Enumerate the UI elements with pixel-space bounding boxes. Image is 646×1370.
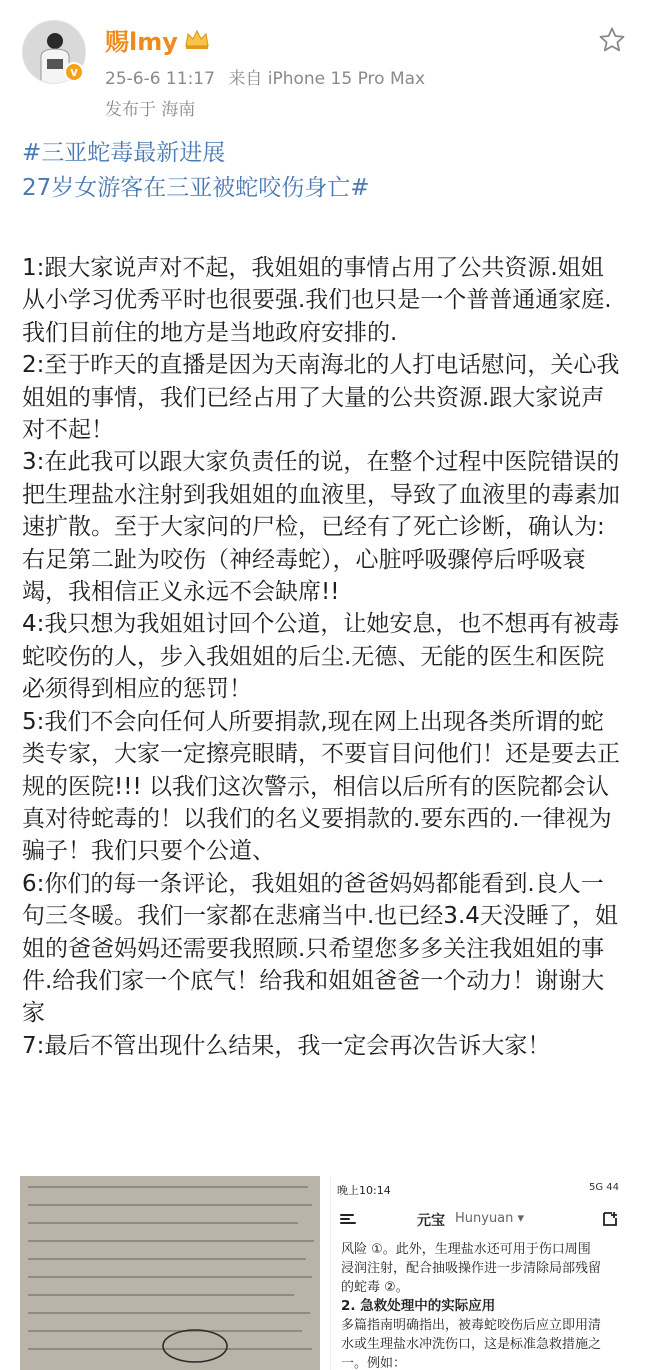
post-header <box>0 0 646 125</box>
post-body <box>22 252 626 1062</box>
document-text-line <box>28 1204 312 1206</box>
chat-line: 一。例如： <box>341 1356 407 1370</box>
pen-circle-mark-icon <box>160 1326 230 1366</box>
document-text-line <box>28 1294 294 1296</box>
post-paragraph: 4:我只想为我姐姐讨回个公道，让她安息，也不想再有被毒蛇咬伤的人，步入我姐姐的后尘.无德、无能的医生和医院必须得到相应的惩罚！ <box>22 611 620 703</box>
post-paragraph: 6:你们的每一条评论，我姐姐的爸爸妈妈都能看到.良人一句三冬暖。我们一家都在悲痛当中.也已经3.4天没睡了，姐姐的爸爸妈妈还需要我照顾.只希望您多多关注我姐姐的事件.给我们家一个底气！给我和姐姐爸爸一个动力！谢谢大家 <box>22 870 618 1027</box>
chat-line: 水或生理盐水冲洗伤口，这是标准急救措施之 <box>341 1337 602 1352</box>
chat-line: 多篇指南明确指出，被毒蛇咬伤后应立即用清 <box>341 1318 602 1333</box>
document-text-line <box>28 1258 306 1260</box>
chat-response <box>341 1240 621 1370</box>
crown-icon <box>184 28 210 50</box>
document-text-line <box>28 1222 298 1224</box>
app-model: Hunyuan ▾ <box>455 1211 525 1226</box>
chat-line: 的蛇毒 ②。 <box>341 1280 409 1295</box>
chat-line: 浸润注射，配合抽吸操作进一步清除局部残留 <box>341 1261 602 1276</box>
chat-line: 风险 ①。此外，生理盐水还可用于伤口周围 <box>341 1242 591 1257</box>
username-row <box>105 22 210 56</box>
star-icon[interactable] <box>598 26 626 54</box>
status-icons: 5G 44 <box>588 1182 619 1193</box>
post-location: 发布于 海南 <box>105 100 196 120</box>
status-time: 晚上10:14 <box>337 1184 391 1197</box>
app-name: 元宝 <box>417 1213 445 1229</box>
document-text-line <box>28 1276 312 1278</box>
chat-heading: 2. 急救处理中的实际应用 <box>341 1298 496 1314</box>
topic-tags <box>22 136 622 206</box>
post-paragraph: 5:我们不会向任何人所要捐款,现在网上出现各类所谓的蛇类专家，大家一定擦亮眼睛，不要盲目问他们！还是要去正规的医院!!! 以我们这次警示，相信以后所有的医院都会认真对待蛇毒的！以我们的名义要捐款的.要东西的.一律视为骗子！我们只要个公道、 <box>22 708 620 865</box>
post-source: 来自 iPhone 15 Pro Max <box>228 69 426 89</box>
document-text-line <box>28 1312 310 1314</box>
topic-link[interactable]: #三亚蛇毒最新进展 <box>22 140 226 166</box>
app-bar <box>331 1202 626 1236</box>
post-paragraph: 3:在此我可以跟大家负责任的说，在整个过程中医院错误的把生理盐水注射到我姐姐的血液里，导致了血液里的毒素加速扩散。至于大家问的尸检，已经有了死亡诊断，确认为:右足第二趾为咬伤（神经毒蛇），心脏呼吸骤停后呼吸衰竭，我相信正义永远不会缺席!! <box>22 449 620 606</box>
post-image-document-photo[interactable] <box>20 1176 320 1370</box>
status-bar <box>331 1176 626 1202</box>
document-text-line <box>28 1186 308 1188</box>
post-paragraph: 1:跟大家说声对不起，我姐姐的事情占用了公共资源.姐姐从小学习优秀平时也很要强.我们也只是一个普普通通家庭.我们目前住的地方是当地政府安排的. <box>22 255 612 346</box>
post-meta <box>105 64 433 89</box>
topic-link[interactable]: 27岁女游客在三亚被蛇咬伤身亡# <box>22 175 370 201</box>
document-text-line <box>28 1240 314 1242</box>
post-paragraph: 2:至于昨天的直播是因为天南海北的人打电话慰问，关心我姐姐的事情，我们已经占用了大量的公共资源.跟大家说声对不起！ <box>22 352 620 444</box>
post-paragraph: 7:最后不管出现什么结果，我一定会再次告诉大家！ <box>22 1032 551 1059</box>
username[interactable]: 赐lmy <box>105 27 178 56</box>
post-images <box>20 1176 626 1370</box>
new-chat-icon <box>601 1210 619 1228</box>
verified-badge-icon: v <box>64 62 84 82</box>
menu-icon <box>339 1210 357 1228</box>
post-image-app-screenshot[interactable] <box>330 1176 626 1370</box>
post-timestamp: 25-6-6 11:17 <box>105 69 215 89</box>
